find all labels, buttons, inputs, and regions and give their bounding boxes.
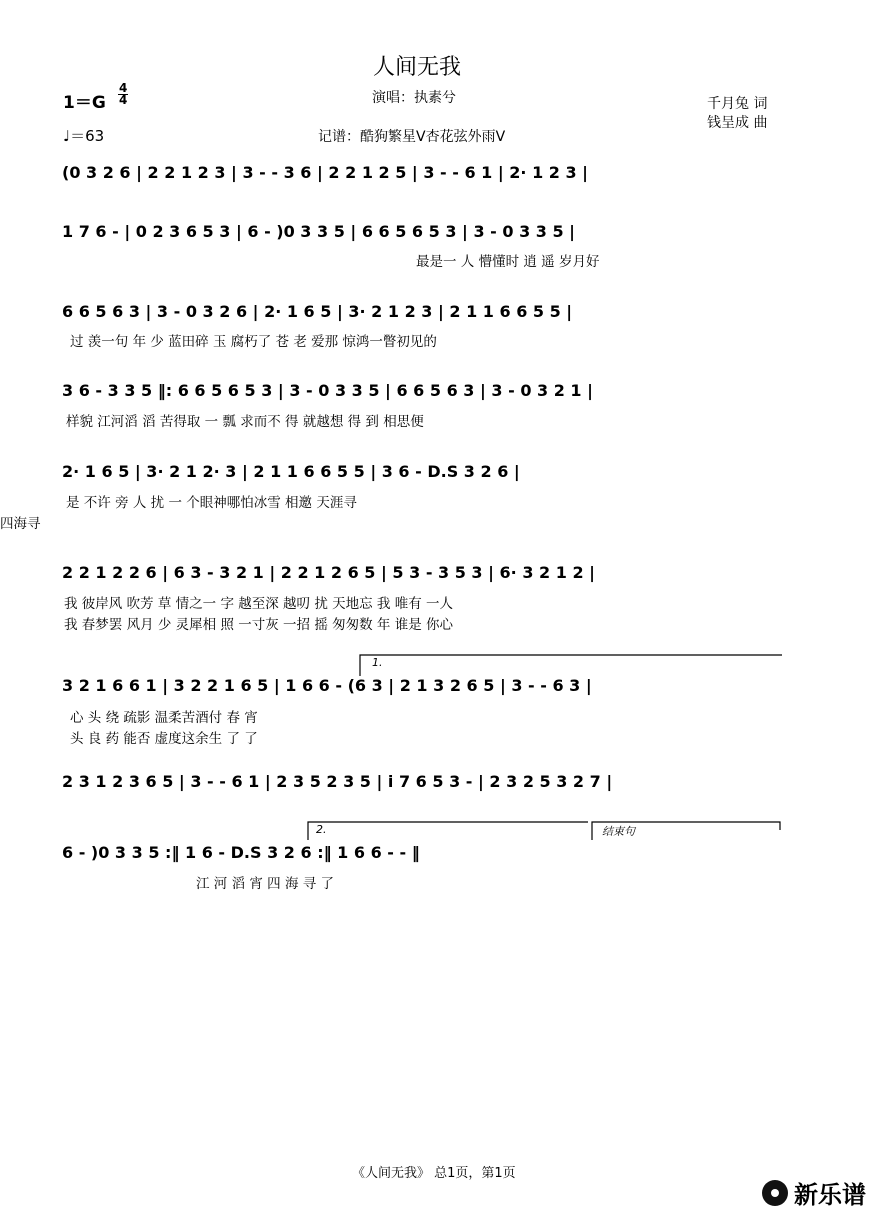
score-row-6-lyrics-2: 我 春梦罢 风月 少 灵犀相 照 一寸灰 一招 摇 匆匆数 年 谁是 你心 xyxy=(64,617,453,633)
page-title: 人间无我 xyxy=(373,55,462,80)
score-row-7-lyrics-2: 头 良 药 能否 虚度这余生 了 了 xyxy=(70,731,258,747)
brand-logo xyxy=(762,1175,866,1210)
time-signature-top: 4 xyxy=(119,81,128,95)
score-row-6-notes: 2 2 1 2 2 6 | 6 3 - 3 2 1 | 2 2 1 2 6 5 | 5 3 - 3 5 3 | 6· 3 2 1 2 | xyxy=(62,563,595,582)
vinyl-icon xyxy=(762,1180,788,1206)
score-row-7-notes: 3 2 1 6 6 1 | 3 2 2 1 6 5 | 1 6 6 - (6 3 | 2 1 3 2 6 5 | 3 - - 6 3 | xyxy=(62,676,592,695)
key-signature: 1＝G xyxy=(63,93,106,113)
transcriber: 记谱：酷狗繁星V杏花弦外雨V xyxy=(318,129,506,145)
score-row-6-lyrics-1: 我 彼岸风 吹芳 草 情之一 字 越至深 越叨 扰 天地忘 我 唯有 一人 xyxy=(64,596,453,612)
score-row-3-lyrics: 过 羡一句 年 少 蓝田碎 玉 腐朽了 苍 老 爱那 惊鸿一瞥初见的 xyxy=(70,334,437,350)
score-row-2-notes: 1 7 6 - | 0 2 3 6 5 3 | 6 - )0 3 3 5 | 6 6 5 6 5 3 | 3 - 0 3 3 5 | xyxy=(62,222,576,241)
time-signature-bottom: 4 xyxy=(119,93,128,107)
score-row-5-lyrics-2: 四海寻 xyxy=(0,516,41,532)
lyricist: 千月兔 词 xyxy=(707,96,768,112)
volta-ending-label: 结束句 xyxy=(602,825,635,838)
tempo-marking: ♩＝63 xyxy=(63,127,105,145)
score-row-4-lyrics: 样貌 江河滔 滔 苦得取 一 瓢 求而不 得 就越想 得 到 相思便 xyxy=(66,414,424,430)
volta-bracket-first xyxy=(360,655,782,676)
score-row-9-notes: 6 - )0 3 3 5 :‖ 1 6 - D.S 3 2 6 :‖ 1 6 6 - - ‖ xyxy=(62,843,420,862)
page-info: 《人间无我》 总1页，第1页 xyxy=(352,1166,516,1181)
score-row-5-lyrics-1: 是 不许 旁 人 扰 一 个眼神哪怕冰雪 相邀 天涯寻 xyxy=(66,495,357,511)
score-row-1-notes: (0 3 2 6 | 2 2 1 2 3 | 3 - - 3 6 | 2 2 1 2 5 | 3 - - 6 1 | 2· 1 2 3 | xyxy=(62,163,589,182)
volta-bracket-second xyxy=(308,822,588,840)
score-row-2-lyrics: 最是一 人 懵懂时 逍 遥 岁月好 xyxy=(416,254,600,270)
singer: 演唱：执素兮 xyxy=(372,90,456,106)
volta-second-label: 2. xyxy=(316,823,327,836)
score-row-8-notes: 2 3 1 2 3 6 5 | 3 - - 6 1 | 2 3 5 2 3 5 | i 7 6 5 3 - | 2 3 2 5 3 2 7 | xyxy=(62,772,613,791)
score-row-7-lyrics-1: 心 头 绕 疏影 温柔苦酒付 春 宵 xyxy=(70,710,258,726)
brand-name: 新乐谱 xyxy=(794,1181,866,1209)
score-row-3-notes: 6 6 5 6 3 | 3 - 0 3 2 6 | 2· 1 6 5 | 3· 2 1 2 3 | 2 1 1 6 6 5 5 | xyxy=(62,302,573,321)
composer: 钱呈成 曲 xyxy=(707,115,768,131)
volta-first-label: 1. xyxy=(372,656,383,669)
score-row-4-notes: 3 6 - 3 3 5 ‖: 6 6 5 6 5 3 | 3 - 0 3 3 5 | 6 6 5 6 3 | 3 - 0 3 2 1 | xyxy=(62,381,593,400)
score-row-9-lyrics: 江 河 滔 宵 四 海 寻 了 xyxy=(196,876,335,892)
score-row-5-notes: 2· 1 6 5 | 3· 2 1 2· 3 | 2 1 1 6 6 5 5 | 3 6 - D.S 3 2 6 | xyxy=(62,462,520,481)
